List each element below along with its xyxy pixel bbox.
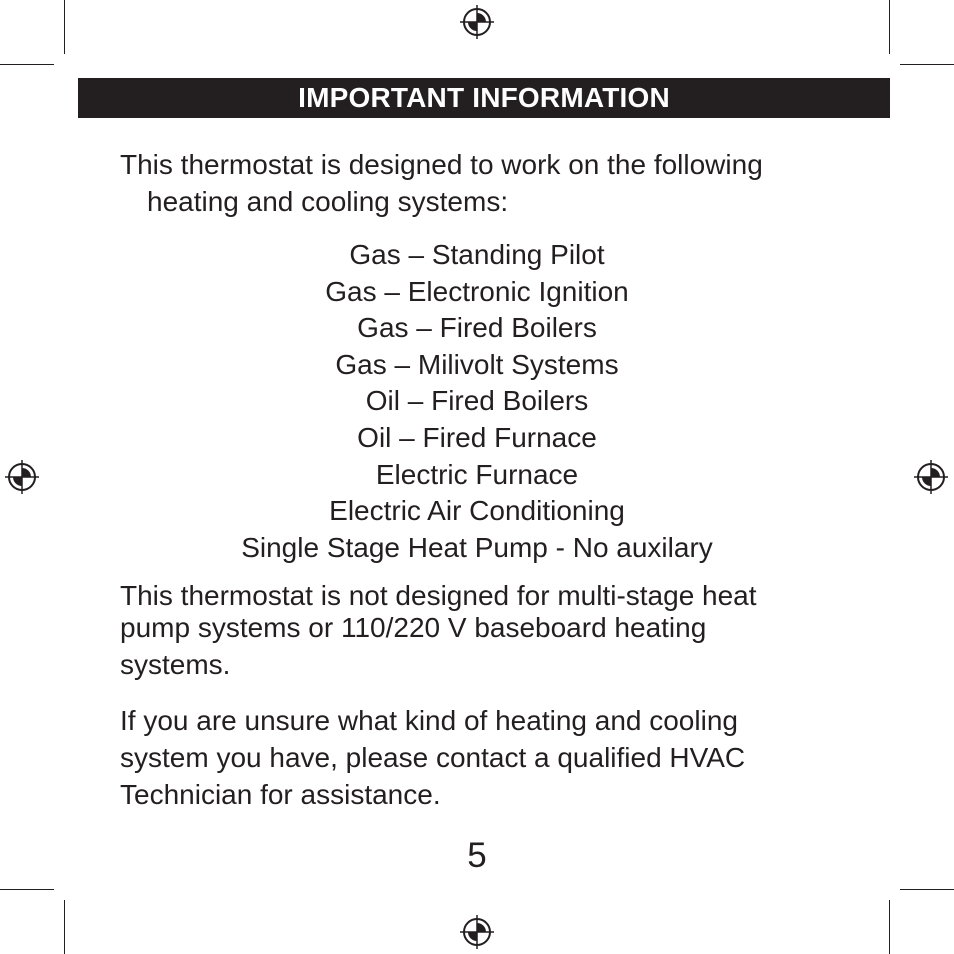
assistance-paragraph	[120, 702, 840, 813]
page-number: 5	[467, 836, 487, 875]
list-item: Electric Furnace	[375, 458, 579, 490]
crop-mark-bottom-left-vertical	[64, 900, 65, 954]
list-item: Gas – Fired Boilers	[357, 312, 597, 344]
crop-mark-top-left-horizontal	[0, 64, 54, 65]
crop-mark-top-right-vertical	[889, 0, 890, 54]
crop-mark-top-right-horizontal	[900, 64, 954, 65]
intro-line: heating and cooling systems:	[147, 186, 509, 217]
limitations-paragraph	[120, 580, 840, 681]
registration-mark-icon	[459, 4, 495, 40]
list-item: Gas – Standing Pilot	[349, 239, 605, 270]
list-item: Oil – Fired Furnace	[357, 421, 597, 453]
list-item: Oil – Fired Boilers	[365, 385, 589, 417]
list-item: Electric Air Conditioning	[329, 495, 625, 527]
list-item: Gas – Milivolt Systems	[335, 348, 619, 380]
section-title: IMPORTANT INFORMATION	[298, 82, 670, 113]
supported-systems-list	[120, 237, 834, 566]
list-item: Gas – Electronic Ignition	[325, 275, 629, 307]
list-item: Single Stage Heat Pump - No auxilary	[241, 531, 713, 563]
crop-mark-bottom-right-horizontal	[900, 889, 954, 890]
paragraph-line: If you are unsure what kind of heating and cooling	[120, 705, 738, 736]
paragraph-line: This thermostat is not designed for multi-stage heat	[120, 580, 757, 611]
paragraph-line: system you have, please contact a qualified HVAC	[120, 742, 746, 773]
paragraph-line: systems.	[120, 649, 231, 680]
crop-mark-bottom-right-vertical	[889, 900, 890, 954]
registration-mark-icon	[913, 459, 949, 495]
section-header-banner	[78, 78, 890, 118]
registration-mark-icon	[4, 459, 40, 495]
intro-paragraph	[120, 146, 840, 220]
intro-line: This thermostat is designed to work on the following	[120, 149, 763, 180]
paragraph-line: Technician for assistance.	[120, 779, 441, 810]
crop-mark-bottom-left-horizontal	[0, 889, 54, 890]
paragraph-line: pump systems or 110/220 V baseboard heating	[120, 612, 707, 643]
registration-mark-icon	[459, 914, 495, 950]
crop-mark-top-left-vertical	[64, 0, 65, 54]
